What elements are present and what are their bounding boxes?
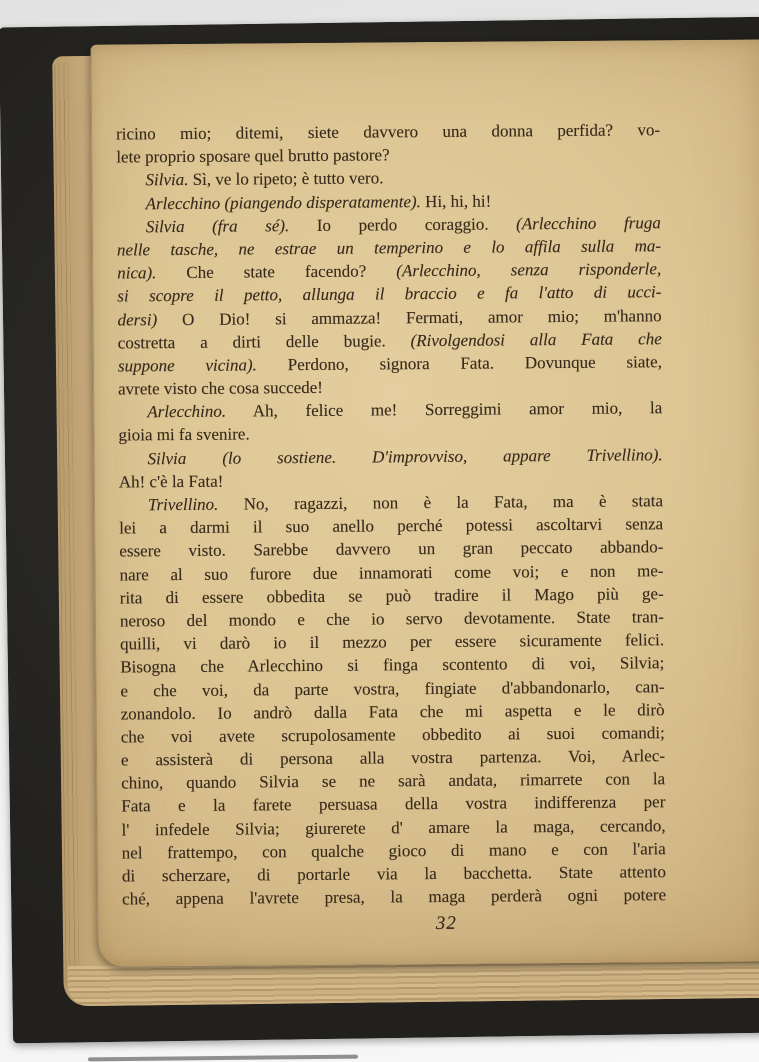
text-line — [116, 118, 660, 145]
text-line — [118, 350, 662, 377]
text-segment: gioia mi fa svenire. — [118, 424, 250, 445]
page-number: 32 — [435, 912, 457, 935]
text-segment: Silvia. — [145, 170, 189, 190]
page-text — [116, 118, 666, 911]
text-segment: Ah, felice me! Sorreggimi amor mio, la — [226, 398, 663, 421]
text-segment: essere visto. Sarebbe davvero un gran peccato abbando- — [119, 537, 664, 561]
text-segment: avrete visto che cosa succede! — [118, 377, 324, 399]
text-segment: l' infedele Silvia; giurerete d' amare la maga, cercando, — [121, 815, 666, 840]
text-segment: chino, quando Silvia se ne sarà andata, rimarrete con la — [121, 769, 666, 793]
text-segment: suppone vicina). — [117, 355, 257, 376]
text-segment: quilli, vi darò io il mezzo per essere sicuramente felici. — [120, 630, 665, 654]
text-segment: Bisogna che Arlecchino si finga scontento di voi, Silvia; — [120, 653, 665, 677]
book-page — [90, 39, 759, 966]
text-segment: neroso del mondo e che io servo devotamente. State tran- — [119, 607, 664, 631]
text-segment: Arlecchino (piangendo disperatamente). — [145, 191, 421, 213]
text-segment: Io perdo coraggio. — [289, 214, 517, 235]
text-segment: Sì, ve lo ripeto; è tutto vero. — [188, 168, 384, 190]
text-segment: Fata e la farete persuasa della vostra indifferenza per — [121, 792, 666, 816]
text-segment: Arlecchino. — [147, 401, 227, 422]
text-segment: Trivellino. — [147, 494, 219, 515]
text-segment: Silvia (lo sostiene. D'improvviso, appare Trivellino). — [147, 444, 663, 468]
text-segment: (Rivolgendosi alla Fata che — [410, 328, 662, 350]
text-line — [122, 883, 666, 910]
text-segment: nare al suo furore due innamorati come voi; e non me- — [119, 560, 664, 585]
text-segment: (Arlecchino fruga — [516, 212, 661, 234]
text-segment: Perdono, signora Fata. Dovunque siate, — [256, 352, 662, 375]
text-segment: (Arlecchino, senza risponderle, — [396, 259, 662, 281]
text-segment: che voi avete scrupolosamente obbedito ai suoi comandi; — [120, 723, 665, 747]
text-segment: ricino mio; ditemi, siete davvero una donna perfida? vo- — [116, 120, 661, 144]
text-segment: lei a darmi il suo anello perché potessi ascoltarvi senza — [119, 514, 664, 538]
text-segment: nelle tasche, ne estrae un temperino e lo affila sulla ma- — [116, 236, 662, 260]
text-segment: Ah! c'è la Fata! — [118, 471, 224, 492]
text-segment: No, ragazzi, non è la Fata, ma è stata — [218, 491, 664, 514]
scanner-shadow — [88, 1055, 358, 1062]
text-segment: ché, appena l'avrete presa, la maga perderà ogni potere — [122, 885, 667, 909]
text-segment: e assisterà di persona alla vostra partenza. Voi, Arlec- — [120, 746, 666, 770]
text-line — [119, 443, 663, 470]
text-segment: e che voi, da parte vostra, fingiate d'abbandonarlo, can- — [120, 676, 665, 700]
text-segment: dersi) — [117, 309, 158, 329]
text-segment: lete proprio sposare quel brutto pastore? — [116, 145, 390, 167]
text-segment: zonandolo. Io andrò dalla Fata che mi aspetta e le dirò — [120, 699, 665, 724]
text-segment: nel frattempo, con qualche gioco di mano e con l'aria — [121, 839, 666, 863]
text-segment: O Dio! si ammazza! Fermati, amor mio; m'hanno — [157, 305, 662, 329]
text-line — [118, 396, 662, 423]
text-segment: nica). — [117, 263, 157, 283]
text-segment: costretta a dirti delle bugie. — [117, 330, 411, 353]
text-segment: si scopre il petto, allunga il braccio e fa l'atto di ucci- — [117, 282, 662, 306]
text-segment: Hi, hi, hi! — [420, 191, 492, 211]
text-segment: rita di essere obbedita se può tradire il Mago più ge- — [119, 583, 664, 608]
text-segment: Silvia (fra sé). — [145, 215, 290, 237]
text-segment: di scherzare, di portarle via la bacchetta. State attento — [121, 862, 666, 886]
text-segment: Che state facendo? — [156, 261, 397, 283]
